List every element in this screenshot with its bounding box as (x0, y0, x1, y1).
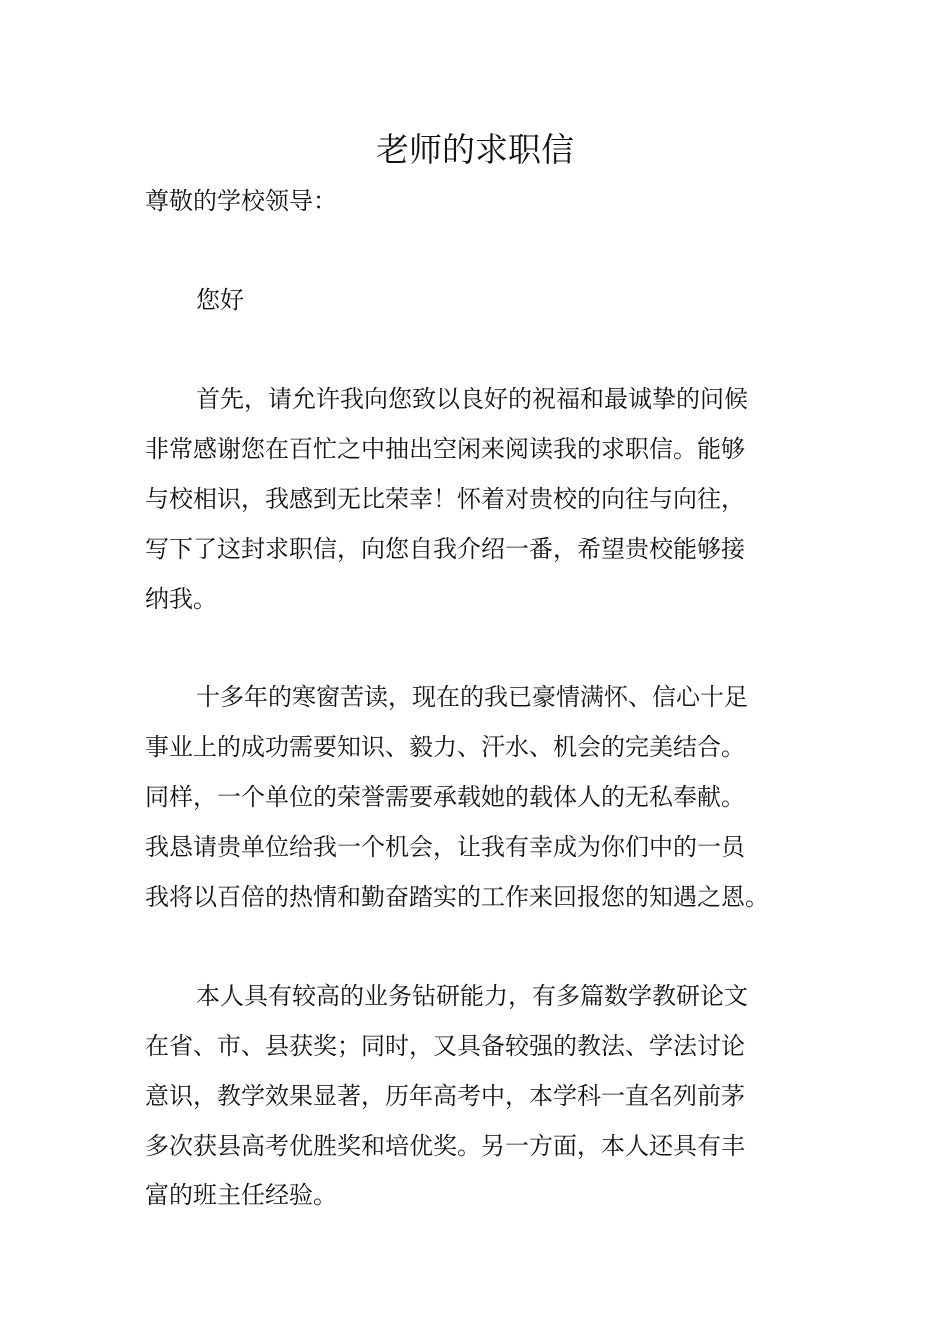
paragraph-3-line-2: 在省、市、县获奖；同时，又具备较强的教法、学法讨论 (145, 1032, 745, 1060)
salutation: 尊敬的学校领导： (145, 187, 337, 215)
paragraph-2-line-4: 我恳请贵单位给我一个机会，让我有幸成为你们中的一员 (145, 833, 745, 861)
paragraph-2-line-2: 事业上的成功需要知识、毅力、汗水、机会的完美结合。 (145, 733, 745, 761)
greeting: 您好 (196, 286, 244, 314)
paragraph-3-line-3: 意识，教学效果显著，历年高考中，本学科一直名列前茅 (145, 1082, 745, 1110)
paragraph-2-line-3: 同样，一个单位的荣誉需要承载她的载体人的无私奉献。 (145, 783, 745, 811)
paragraph-1-line-4: 写下了这封求职信，向您自我介绍一番，希望贵校能够接 (145, 535, 745, 563)
paragraph-2-line-5: 我将以百倍的热情和勤奋踏实的工作来回报您的知遇之恩。 (145, 883, 769, 911)
paragraph-3-line-5: 富的班主任经验。 (145, 1181, 337, 1209)
paragraph-1-line-1: 首先，请允许我向您致以良好的祝福和最诚挚的问候 (196, 385, 748, 413)
paragraph-1-line-2: 非常感谢您在百忙之中抽出空闲来阅读我的求职信。能够 (145, 435, 745, 463)
paragraph-2-line-1: 十多年的寒窗苦读，现在的我已豪情满怀、信心十足 (196, 683, 748, 711)
paragraph-1-line-5: 纳我。 (145, 585, 217, 613)
document-title: 老师的求职信 (376, 130, 574, 169)
paragraph-1-line-3: 与校相识，我感到无比荣幸！怀着对贵校的向往与向往， (145, 485, 745, 513)
paragraph-3-line-4: 多次获县高考优胜奖和培优奖。另一方面，本人还具有丰 (145, 1132, 745, 1160)
paragraph-3-line-1: 本人具有较高的业务钻研能力，有多篇数学教研论文 (196, 982, 748, 1010)
